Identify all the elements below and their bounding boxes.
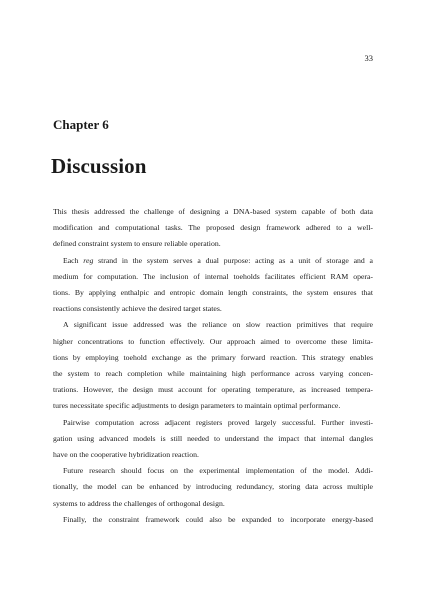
body-text — [53, 204, 373, 528]
body-line: reactions consistently achieve the desired target states. — [53, 304, 222, 314]
chapter-title: Discussion — [51, 154, 147, 178]
body-line: defined constraint system to ensure reliable operation. — [53, 239, 221, 249]
body-line: tionally, the model can be enhanced by introducing redundancy, storing data across multiple — [53, 482, 373, 492]
body-line: modification and computational tasks. The proposed design framework adhered to a well- — [53, 223, 373, 233]
body-line: tions by employing toehold exchange as the primary forward reaction. This strategy enables — [53, 352, 373, 362]
body-line: tures necessitate specific adjustments to design parameters to maintain optimal performance. — [53, 401, 341, 411]
body-line: A significant issue addressed was the reliance on slow reaction primitives that require — [63, 320, 373, 330]
body-line: trations. However, the design must account for operating temperature, as increased tempera- — [53, 385, 373, 395]
chapter-label: Chapter 6 — [53, 117, 109, 132]
body-line: systems to address the challenges of orthogonal design. — [53, 498, 225, 508]
body-line: medium for computation. The inclusion of internal toeholds facilitates efficient RAM opera- — [53, 271, 373, 281]
body-line: higher concentrations to function effectively. Our approach aimed to overcome these limita- — [53, 336, 373, 346]
body-line: Pairwise computation across adjacent registers proved largely successful. Further investi- — [63, 417, 373, 427]
body-line: the system to reach completion while maintaining high performance across varying concen- — [53, 369, 373, 379]
body-line: This thesis addressed the challenge of designing a DNA-based system capable of both data — [53, 207, 373, 216]
page-number: 33 — [364, 53, 373, 63]
body-line: have on the cooperative hybridization reaction. — [53, 450, 199, 460]
body-line: Finally, the constraint framework could also be expanded to incorporate energy-based — [63, 514, 373, 524]
body-line: Future research should focus on the experimental implementation of the model. Addi- — [63, 466, 373, 476]
body-line: tions. By applying enthalpic and entropic domain length constraints, the system ensures that — [53, 288, 373, 298]
body-line: gation using advanced models is still needed to understand the impact that internal dangles — [53, 433, 373, 443]
body-line: Each reg strand in the system serves a dual purpose: acting as a unit of storage and a — [63, 255, 373, 265]
